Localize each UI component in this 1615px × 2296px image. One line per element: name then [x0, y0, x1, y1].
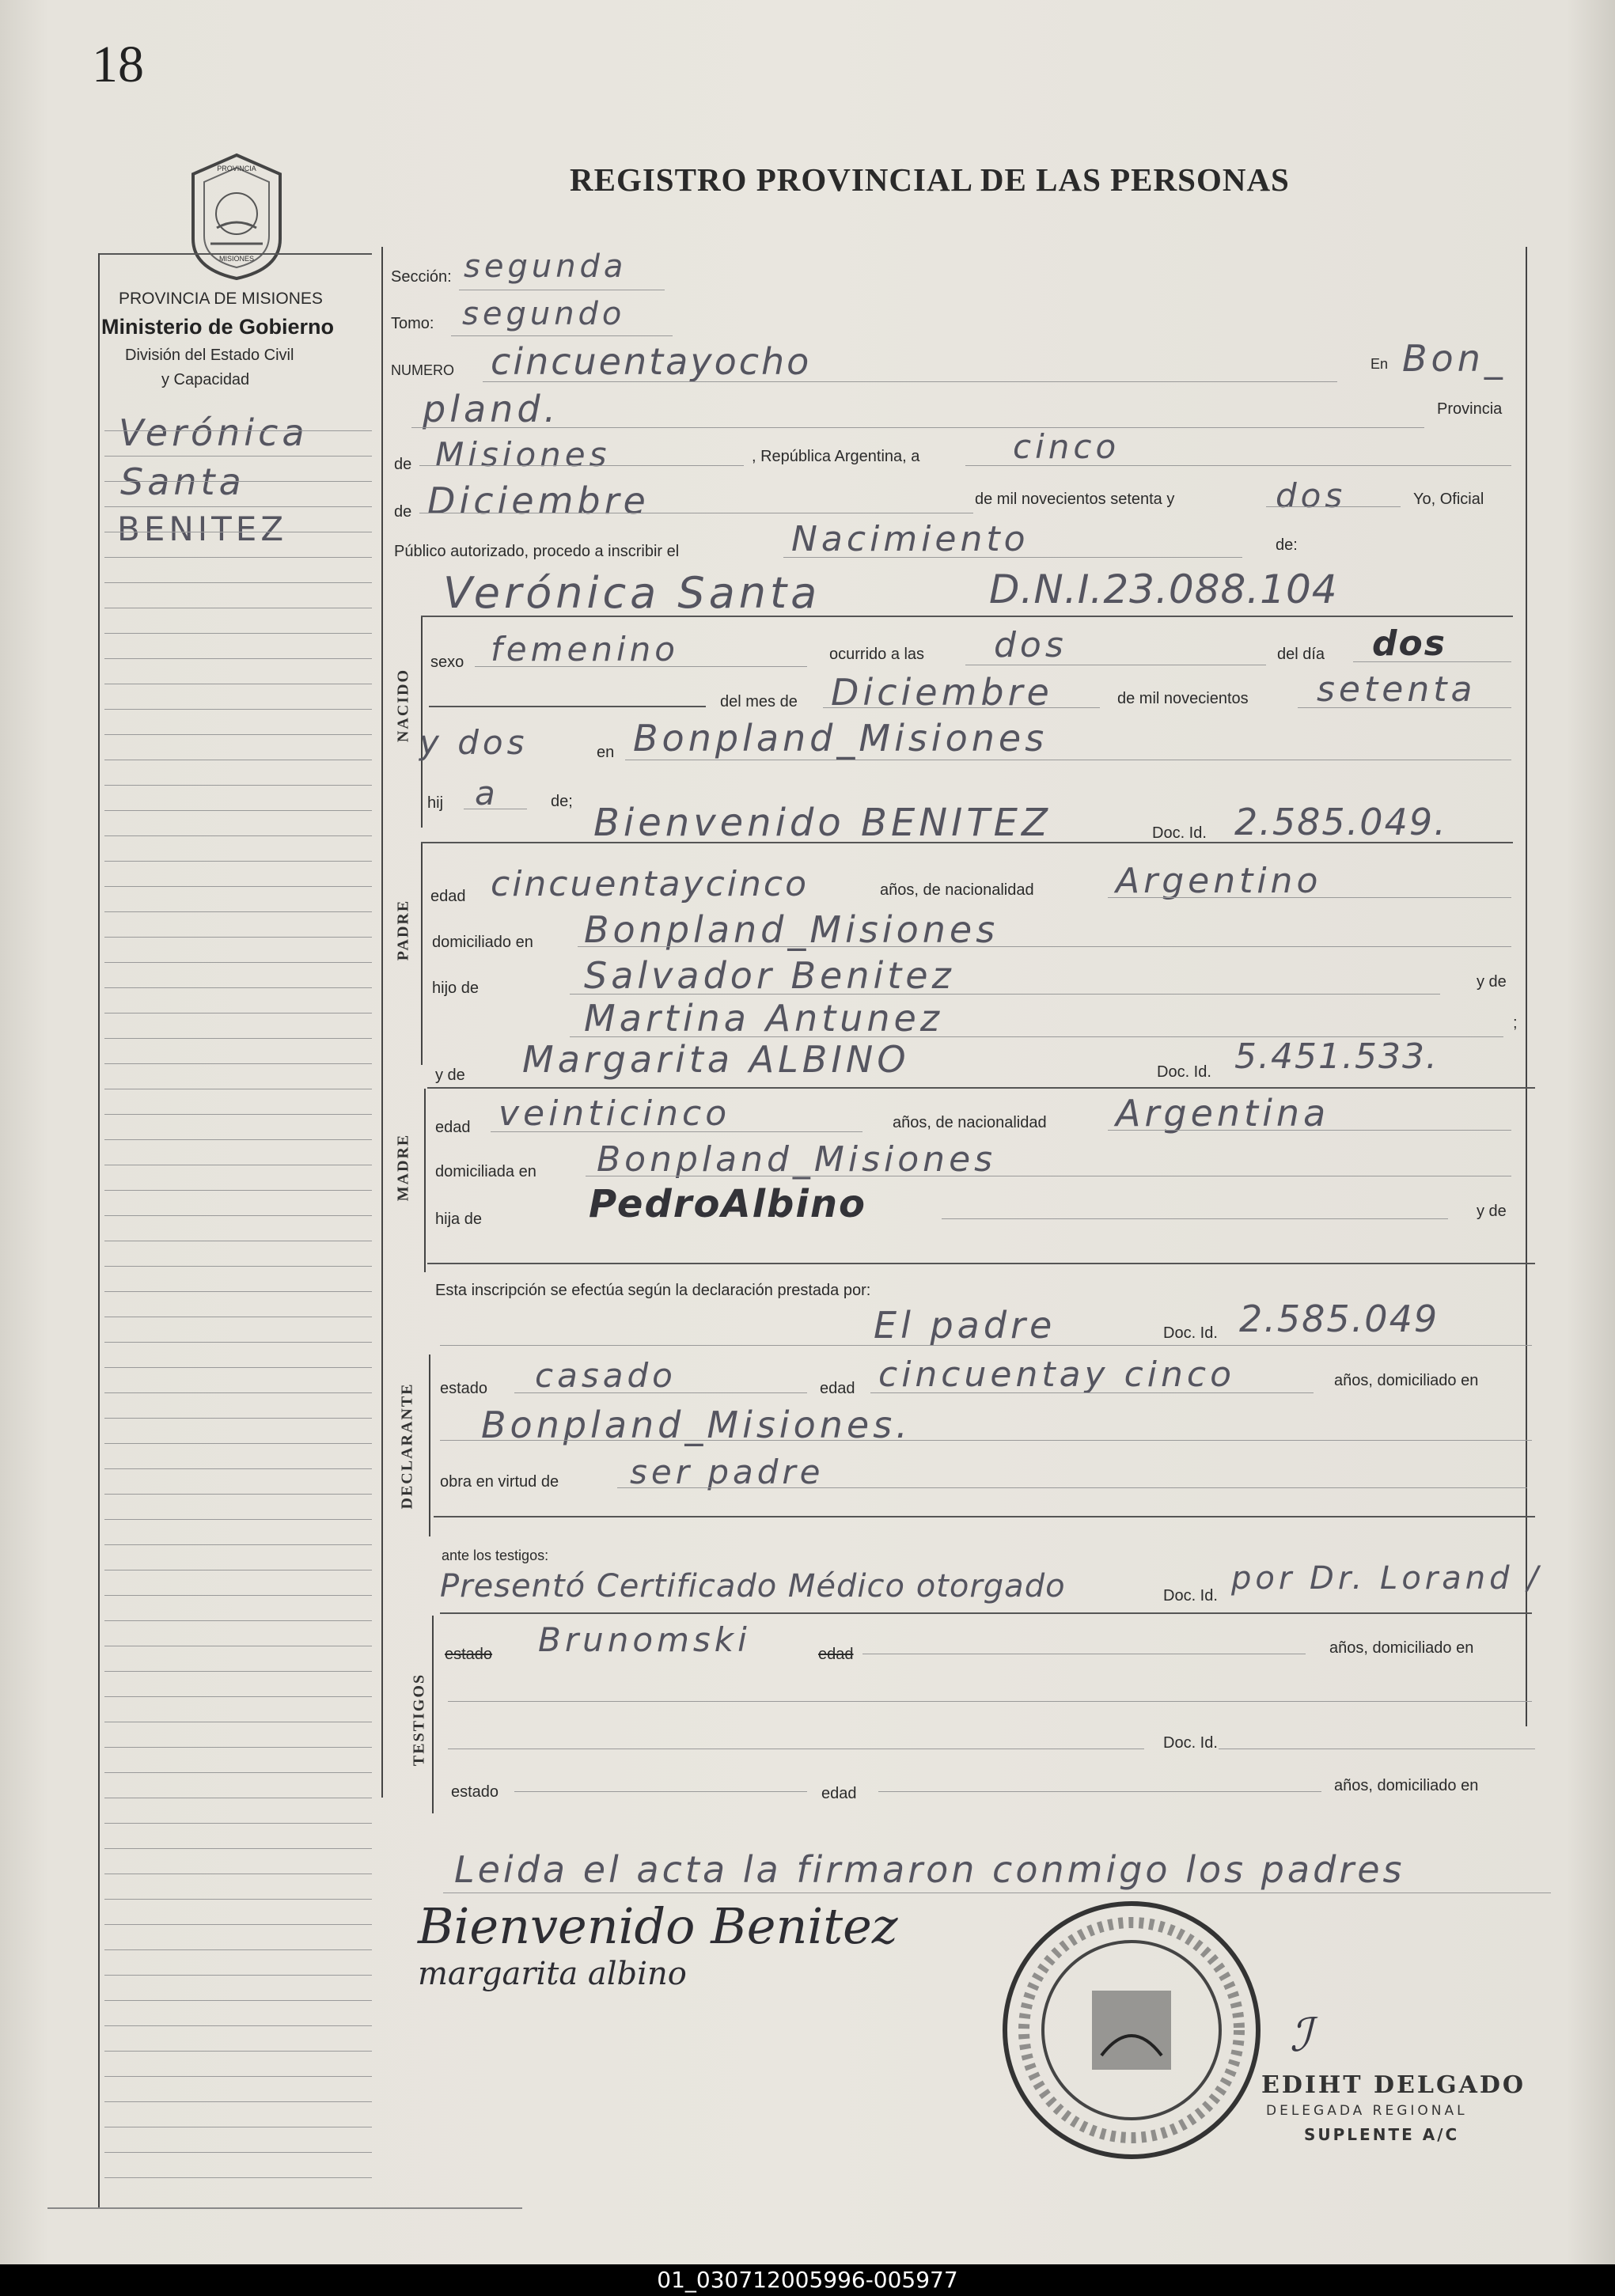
lugar-nacimiento-value: Bonpland_Misiones [633, 717, 1048, 760]
label-testigo2-anos-dom: años, domiciliado en [1334, 1777, 1479, 1794]
madre-nombre: Margarita ALBINO [522, 1038, 910, 1081]
label-madre-doc: Doc. Id. [1157, 1063, 1211, 1081]
sidebar-rule [104, 1924, 372, 1925]
sidebar-rule [104, 1823, 372, 1824]
label-de-colon: de: [1276, 536, 1298, 554]
stamp-title: DELEGADA REGIONAL [1266, 2103, 1468, 2119]
page-title: REGISTRO PROVINCIAL DE LAS PERSONAS [570, 161, 1290, 198]
file-id-footer: 01_030712005996-005977 [0, 2264, 1615, 2296]
en-value-a: Bon_ [1402, 337, 1507, 380]
padre-padre-value: Salvador Benitez [584, 954, 955, 997]
label-madre-hija-de: hija de [435, 1211, 482, 1228]
sidebar-handwritten-surname: BENITEZ [117, 510, 288, 548]
label-madre-y-de: y de [1477, 1203, 1507, 1220]
sidebar-rule [104, 1139, 372, 1140]
sidebar-rule [104, 734, 372, 735]
label-del-dia: del día [1277, 646, 1325, 663]
sidebar-rule [104, 1266, 372, 1267]
official-stamp-icon [999, 1897, 1264, 2163]
sidebar-division: División del Estado Civil [125, 347, 294, 364]
label-testigo2-edad: edad [821, 1785, 857, 1802]
sidebar-rule [104, 1063, 372, 1064]
section-label-padre: PADRE [394, 899, 412, 961]
label-ocurrido: ocurrido a las [829, 646, 925, 663]
sidebar-rule [104, 1671, 372, 1672]
en-value-b: pland. [423, 388, 560, 430]
sidebar-rule [104, 1468, 372, 1469]
sidebar-rule [104, 709, 372, 710]
sidebar-rule [104, 937, 372, 938]
label-testigo-doc: Doc. Id. [1163, 1734, 1218, 1752]
sidebar-rule [104, 1975, 372, 1976]
sidebar-rule [104, 2000, 372, 2001]
numero-value: cincuentayocho [491, 340, 812, 383]
sidebar-rule [104, 1772, 372, 1773]
declarante-doc-value: 2.585.049 [1239, 1298, 1439, 1340]
sidebar-rule [104, 1443, 372, 1444]
seccion-value: segunda [464, 248, 627, 285]
seal-caption-bottom: MISIONES [218, 255, 255, 263]
dia-registro-value: cinco [1013, 427, 1120, 466]
label-padre-domicilio: domiciliado en [432, 934, 533, 951]
label-obra-virtud: obra en virtud de [440, 1473, 559, 1491]
sidebar-rule [104, 557, 372, 558]
stamp-role: SUPLENTE A/C [1304, 2125, 1460, 2144]
label-padre-y-de: y de [1477, 973, 1507, 991]
provincial-seal-icon [179, 150, 294, 283]
label-de-mil-nac: de mil novecientos [1117, 690, 1249, 707]
sidebar-rule [104, 1291, 372, 1292]
label-y-de-madre: y de [435, 1067, 465, 1084]
sidebar-handwritten-name: Santa [120, 460, 245, 503]
label-testigos-doc: Doc. Id. [1163, 1587, 1218, 1605]
label-de: de [394, 456, 412, 473]
sidebar-rule [104, 1367, 372, 1368]
sidebar-rule [104, 2025, 372, 2026]
dia-nacimiento-value: dos [1372, 623, 1446, 664]
padre-nacionalidad-value: Argentino [1116, 861, 1322, 901]
label-padre-hijo-de: hijo de [432, 979, 479, 997]
label-declarante-edad: edad [820, 1380, 855, 1397]
sidebar-rule [104, 835, 372, 836]
sidebar-rule [104, 1595, 372, 1596]
padre-edad-value: cincuentaycinco [491, 864, 809, 904]
label-de-mil: de mil novecientos setenta y [975, 491, 1175, 508]
section-label-declarante: DECLARANTE [398, 1382, 416, 1510]
sidebar-capacity: y Capacidad [161, 371, 250, 388]
sidebar-handwritten-name: Verónica [119, 411, 309, 454]
label-semicolon: ; [1513, 1014, 1518, 1032]
label-testigo2-estado: estado [451, 1783, 499, 1801]
sidebar-rule [104, 2177, 372, 2178]
sidebar-rule [104, 810, 372, 811]
sidebar-rule [104, 2051, 372, 2052]
sidebar-rule [104, 2152, 372, 2153]
declarante-domicilio-value: Bonpland_Misiones. [481, 1404, 912, 1446]
sidebar-rule [104, 1519, 372, 1520]
seal-caption-top: PROVINCIA [217, 165, 256, 172]
sidebar-rule [104, 658, 372, 659]
label-en: En [1370, 356, 1389, 372]
sidebar-rule [104, 861, 372, 862]
sidebar-rule [104, 1899, 372, 1900]
sidebar-rule [104, 633, 372, 634]
label-tomo: Tomo: [391, 315, 434, 332]
label-testigo-anos-dom: años, domiciliado en [1329, 1639, 1474, 1657]
label-de-padres: de; [551, 793, 573, 810]
label-madre-nacionalidad: años, de nacionalidad [893, 1114, 1047, 1131]
label-hij: hij [427, 794, 444, 812]
sidebar-rule [104, 1848, 372, 1849]
sidebar-rule [104, 987, 372, 988]
sidebar-province: PROVINCIA DE MISIONES [119, 290, 323, 308]
label-declarante-doc: Doc. Id. [1163, 1324, 1218, 1342]
label-del-mes: del mes de [720, 693, 798, 710]
sidebar-rule [104, 1620, 372, 1621]
sidebar-rule [104, 1418, 372, 1419]
hora-value: dos [994, 625, 1067, 665]
label-republica: , República Argentina, a [752, 448, 920, 465]
sidebar-rule [104, 962, 372, 963]
cierre-text: Leida el acta la firmaron conmigo los padres [454, 1848, 1405, 1891]
sidebar-rule [104, 1114, 372, 1115]
nacido-dni: D.N.I.23.088.104 [989, 566, 1338, 612]
mes-nacimiento-value: Diciembre [831, 671, 1053, 714]
padre-nombre: Bienvenido BENITEZ [593, 801, 1052, 845]
sidebar-rule [104, 911, 372, 912]
declarante-value: El padre [874, 1304, 1056, 1347]
testigos-line-c: Brunomski [538, 1620, 751, 1659]
label-testigo-edad: edad [818, 1646, 854, 1663]
madre-padre-value: PedroAlbino [589, 1182, 867, 1226]
nacido-nombre: Verónica Santa [443, 568, 821, 618]
label-de-mes: de [394, 503, 412, 521]
sidebar-rule [104, 1544, 372, 1545]
label-madre-domicilio: domiciliada en [435, 1163, 536, 1180]
label-en-lugar: en [597, 744, 615, 761]
anio-nacimiento-b: y dos [419, 723, 529, 762]
page-number: 18 [92, 36, 144, 93]
sidebar-rule [104, 2101, 372, 2102]
declarante-edad-value: cincuentay cinco [878, 1354, 1235, 1395]
label-ante-testigos: ante los testigos: [442, 1548, 549, 1563]
stamp-name: EDIHT DELGADO [1261, 2071, 1526, 2099]
official-signature-icon: ℐ [1290, 2008, 1312, 2062]
label-numero: NUMERO [391, 362, 454, 378]
sidebar-rule [104, 1190, 372, 1191]
madre-nacionalidad-value: Argentina [1116, 1092, 1330, 1135]
label-sexo: sexo [430, 654, 464, 671]
sidebar-rule [104, 1949, 372, 1950]
anio-registro-value: dos [1276, 476, 1347, 515]
anio-nacimiento-a: setenta [1317, 669, 1477, 710]
sidebar-rule [104, 506, 372, 507]
hij-suffix-value: a [475, 774, 499, 813]
sidebar-ministry: Ministerio de Gobierno [101, 315, 335, 339]
acta-value: Nacimiento [791, 519, 1029, 559]
section-label-madre: MADRE [394, 1133, 412, 1202]
sidebar-rule [104, 1215, 372, 1216]
sidebar-rule [104, 785, 372, 786]
madre-edad-value: veinticinco [499, 1093, 731, 1134]
label-publico: Público autorizado, procedo a inscribir el [394, 543, 680, 560]
sidebar-rule [104, 1342, 372, 1343]
mes-registro-value: Diciembre [427, 479, 650, 522]
padre-madre-value: Martina Antunez [584, 997, 943, 1040]
label-testigo-estado: estado [445, 1646, 493, 1663]
testigos-line-b: por Dr. Lorand / [1231, 1560, 1542, 1597]
sexo-value: femenino [491, 630, 679, 669]
padre-domicilio-value: Bonpland_Misiones [584, 908, 999, 951]
declarante-virtud-value: ser padre [630, 1453, 825, 1491]
sidebar-rule [104, 456, 372, 457]
madre-doc-value: 5.451.533. [1234, 1036, 1439, 1077]
section-label-testigos: TESTIGOS [410, 1673, 428, 1767]
label-madre-edad: edad [435, 1119, 471, 1136]
sidebar-rule [104, 1696, 372, 1697]
sidebar-rule [104, 1038, 372, 1039]
sidebar-rule [104, 1392, 372, 1393]
madre-domicilio-value: Bonpland_Misiones [597, 1139, 997, 1180]
sidebar-rule [104, 2076, 372, 2077]
sidebar-rule [104, 1494, 372, 1495]
label-declarante-anos-dom: años, domiciliado en [1334, 1372, 1479, 1389]
provincia-value: Misiones [435, 435, 611, 474]
sidebar-rule [104, 582, 372, 583]
label-padre-nacionalidad: años, de nacionalidad [880, 881, 1034, 899]
testigos-line-a: Presentó Certificado Médico otorgado [440, 1568, 1066, 1605]
sidebar-rule [104, 886, 372, 887]
label-yo-oficial: Yo, Oficial [1413, 491, 1484, 508]
label-inscripcion: Esta inscripción se efectúa según la declaración prestada por: [435, 1282, 871, 1299]
signature-father: Bienvenido Benitez [418, 1897, 898, 1955]
section-label-nacido: NACIDO [394, 668, 412, 743]
tomo-value: segundo [462, 296, 626, 332]
label-declarante-estado: estado [440, 1380, 488, 1397]
label-padre-doc: Doc. Id. [1152, 824, 1207, 842]
label-seccion: Sección: [391, 268, 452, 286]
label-padre-edad: edad [430, 888, 466, 905]
label-provincia: Provincia [1437, 400, 1503, 418]
sidebar-rule [104, 430, 372, 431]
declarante-estado-value: casado [535, 1356, 677, 1395]
padre-doc-value: 2.585.049. [1234, 801, 1447, 843]
sidebar-rule [104, 481, 372, 482]
sidebar-rule [104, 1747, 372, 1748]
signature-mother: margarita albino [418, 1956, 687, 1992]
